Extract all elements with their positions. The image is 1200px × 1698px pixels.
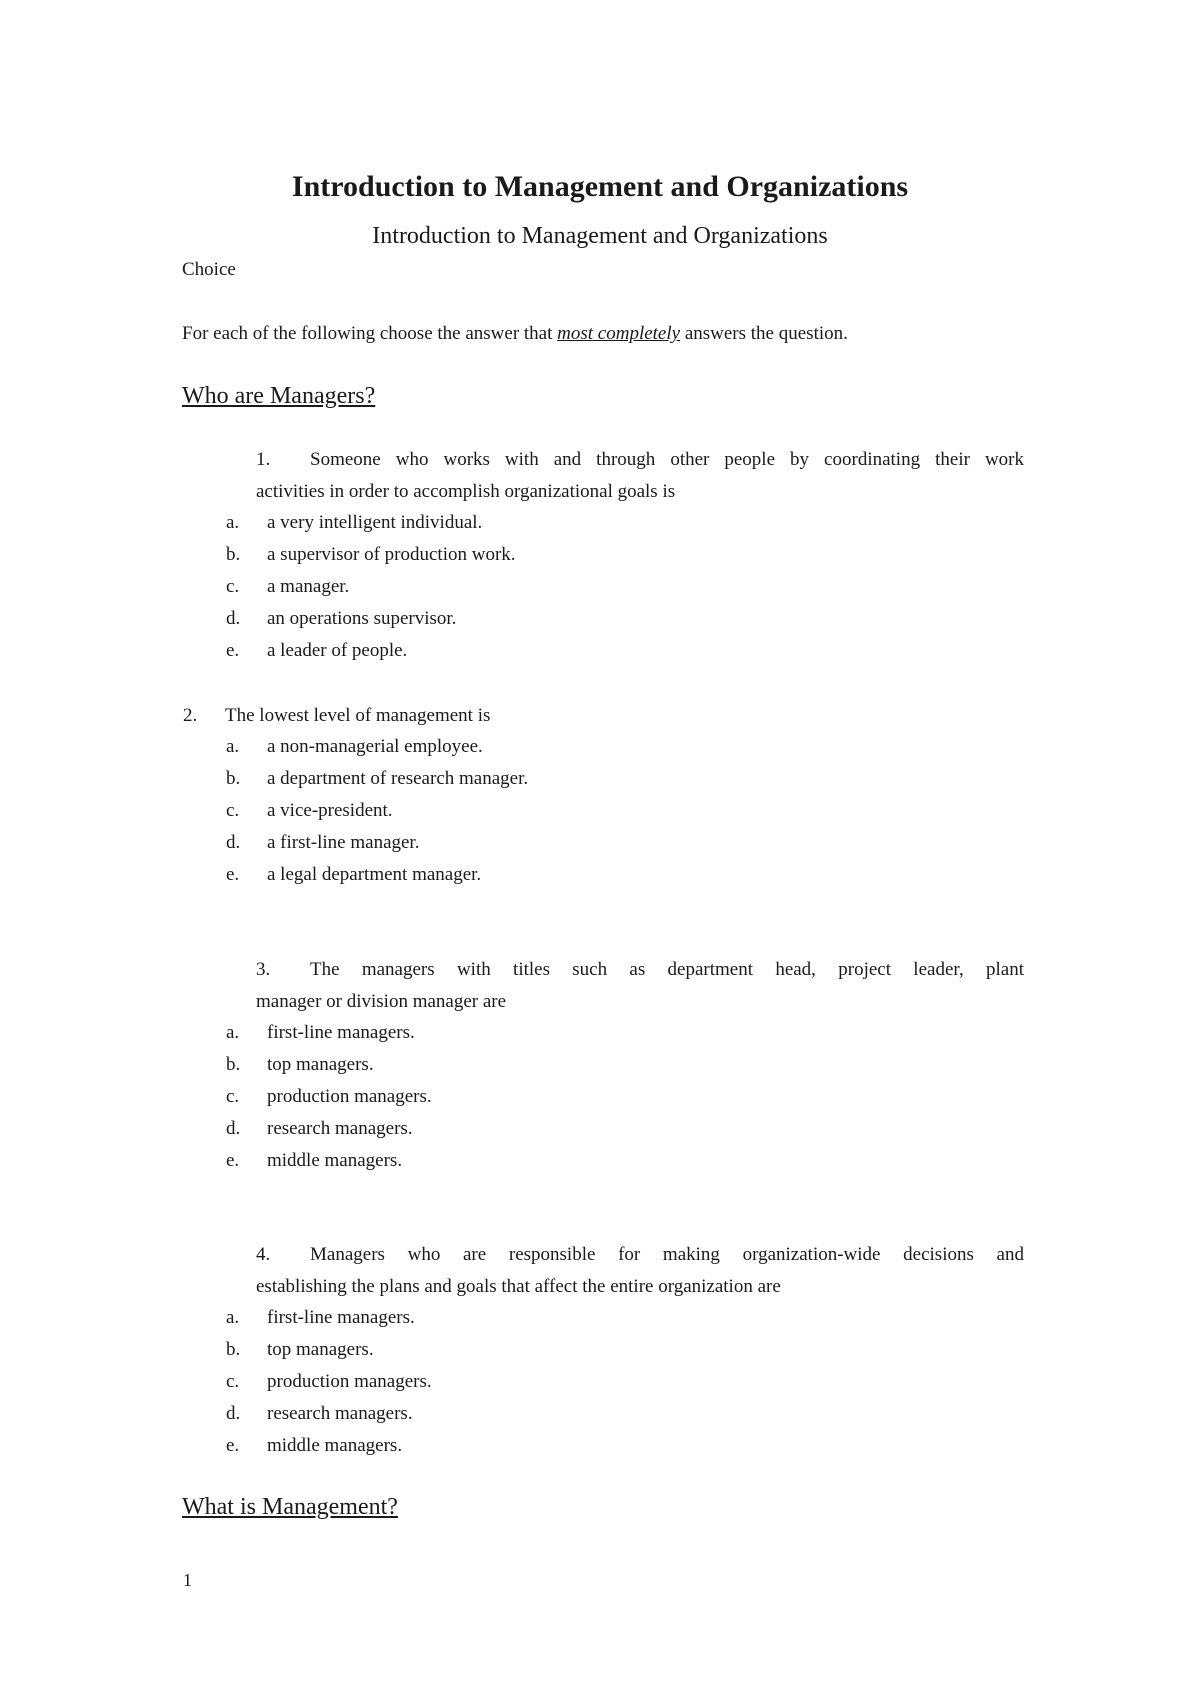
option-text: research managers. — [267, 1118, 413, 1139]
question-2-number: 2. — [183, 705, 198, 726]
option-letter: e. — [226, 640, 240, 661]
question-2-line1: The lowest level of management is — [225, 705, 491, 726]
option-letter: b. — [226, 768, 241, 789]
option-text: middle managers. — [267, 1435, 403, 1456]
option-letter: e. — [226, 1435, 240, 1456]
option-text: a vice-president. — [267, 800, 393, 821]
question-4-line2: establishing the plans and goals that affect the entire organization are — [256, 1276, 781, 1297]
instructions — [182, 322, 848, 346]
option-letter: e. — [226, 1150, 240, 1171]
option-letter: c. — [226, 576, 240, 597]
option-text: a non-managerial employee. — [267, 736, 483, 757]
document-subtitle: Introduction to Management and Organizations — [372, 223, 828, 249]
option-letter: b. — [226, 544, 241, 565]
question-4-line1: Managers who are responsible for making organization-wide decisions and — [310, 1244, 1024, 1265]
option-text: a supervisor of production work. — [267, 544, 516, 565]
option-letter: d. — [226, 1118, 241, 1139]
option-text: top managers. — [267, 1054, 374, 1075]
option-text: production managers. — [267, 1086, 432, 1107]
question-3-line2: manager or division manager are — [256, 991, 507, 1012]
option-letter: e. — [226, 864, 240, 885]
option-text: first-line managers. — [267, 1307, 415, 1328]
option-text: a very intelligent individual. — [267, 512, 483, 533]
section-heading-what-is-management: What is Management? — [182, 1494, 398, 1520]
option-letter: c. — [226, 1371, 240, 1392]
option-letter: a. — [226, 512, 240, 533]
question-1-number: 1. — [256, 449, 271, 470]
question-1-line1: Someone who works with and through other people by coordinating their work — [310, 449, 1024, 470]
option-text: production managers. — [267, 1371, 432, 1392]
option-text: a leader of people. — [267, 640, 408, 661]
option-text: middle managers. — [267, 1150, 403, 1171]
option-text: a department of research manager. — [267, 768, 529, 789]
option-letter: a. — [226, 736, 240, 757]
option-letter: d. — [226, 1403, 241, 1424]
option-letter: b. — [226, 1054, 241, 1075]
option-letter: a. — [226, 1307, 240, 1328]
option-text: research managers. — [267, 1403, 413, 1424]
option-letter: d. — [226, 608, 241, 629]
option-letter: c. — [226, 1086, 240, 1107]
option-letter: c. — [226, 800, 240, 821]
question-4-number: 4. — [256, 1244, 271, 1265]
option-text: an operations supervisor. — [267, 608, 457, 629]
page-number: 1 — [183, 1570, 192, 1590]
question-3-number: 3. — [256, 959, 271, 980]
question-1-line2: activities in order to accomplish organizational goals is — [256, 481, 676, 502]
section-label: Choice — [182, 259, 236, 280]
option-text: a manager. — [267, 576, 350, 597]
instruction-emphasis: most completely — [557, 323, 681, 344]
document-title: Introduction to Management and Organizations — [291, 170, 909, 203]
option-letter: b. — [226, 1339, 241, 1360]
option-text: first-line managers. — [267, 1022, 415, 1043]
instruction-text-before: For each of the following choose the answer that — [182, 323, 558, 344]
option-letter: d. — [226, 832, 241, 853]
option-text: a first-line manager. — [267, 832, 420, 853]
option-letter: a. — [226, 1022, 240, 1043]
question-3-line1: The managers with titles such as department head, project leader, plant — [310, 959, 1024, 980]
instruction-text-after: answers the question. — [680, 323, 848, 344]
option-text: top managers. — [267, 1339, 374, 1360]
option-text: a legal department manager. — [267, 864, 482, 885]
section-heading-who-are-managers: Who are Managers? — [182, 383, 376, 409]
